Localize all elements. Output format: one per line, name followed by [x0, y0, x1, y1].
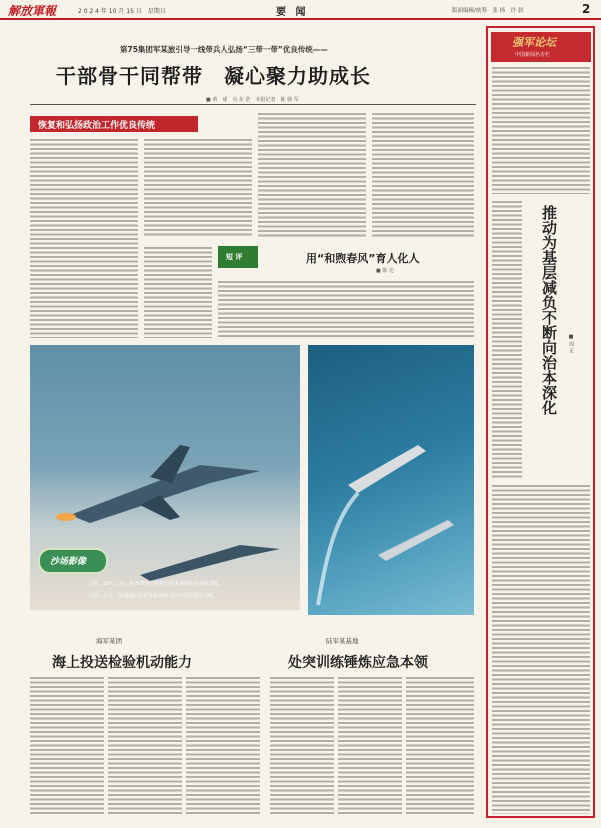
lead-headline[interactable]: 干部骨干同帮带 凝心聚力助成长	[56, 64, 371, 88]
article-text-column	[30, 676, 104, 816]
column-banner-subtitle: 中国新闻名专栏	[515, 52, 551, 58]
story-headline[interactable]: 处突训练锤炼应急本领	[288, 655, 428, 671]
column-author: ■ 周 正	[568, 334, 574, 354]
article-text-column	[30, 138, 138, 338]
article-text-column	[186, 676, 260, 816]
story-unit: 海军某团	[96, 637, 122, 645]
lead-kicker: 第75集团军某旅引导一线带兵人弘扬“三带一带”优良传统——	[120, 45, 328, 54]
lead-byline: ■ 黄 成 吴 东 浩 本报记者 陈 韩 军	[206, 97, 299, 103]
section-title: 要 闻	[276, 7, 309, 18]
article-text-column	[338, 676, 402, 816]
article-text-column	[406, 676, 474, 816]
column-text	[492, 200, 522, 480]
tag-text: 恢复和弘扬政治工作优良传统	[38, 121, 156, 131]
article-text-column	[144, 246, 212, 338]
warship-icon	[308, 345, 474, 615]
article-text-column	[258, 112, 366, 238]
column-text	[492, 66, 590, 194]
column-text	[492, 484, 590, 814]
article-text-column	[270, 676, 334, 816]
short-author: ■ 陈 达	[376, 268, 394, 274]
article-text-column	[144, 138, 252, 238]
warships-photo[interactable]	[308, 345, 474, 615]
article-text-column	[108, 676, 182, 816]
column-banner-title: 强军论坛	[512, 36, 556, 49]
short-text	[218, 280, 474, 338]
short-review-label: 短 评	[226, 253, 243, 261]
photo-caption: 上图：10月上旬，东部战区空军航空兵某旅组织实战化训练。	[88, 581, 225, 587]
photo-caption: 右图：近日，东部战区海军某驱逐舰支队开展实战化训练。	[88, 593, 219, 599]
divider	[30, 104, 476, 105]
short-headline[interactable]: 用“和煦春风”育人化人	[306, 252, 420, 265]
story-headline[interactable]: 海上投送检验机动能力	[52, 655, 192, 671]
photo-column-label: 沙场影像	[50, 557, 87, 567]
story-unit: 陆军某基地	[326, 637, 359, 645]
page-number: 2	[582, 2, 591, 16]
editors-line: 版面编辑/统筹 张 扬 许 晨	[452, 8, 524, 14]
issue-date: 2 0 2 4 年 10 月 15 日 星期日	[78, 8, 166, 15]
article-text-column	[372, 112, 474, 238]
column-title[interactable]: 推动为基层减负不断向治本深化	[540, 205, 558, 415]
newspaper-logo: 解放軍報	[8, 4, 57, 18]
